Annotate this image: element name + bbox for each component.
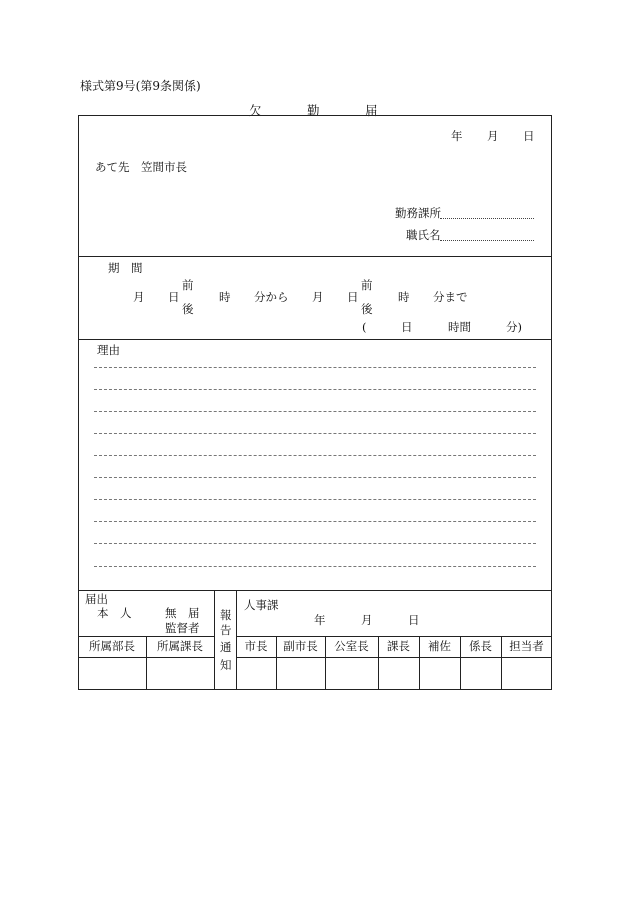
dept-label: 勤務課所: [395, 206, 441, 220]
date-year: 年: [451, 129, 463, 143]
reason-label: 理由: [97, 343, 120, 357]
seal-cell-subsection-chief[interactable]: [461, 658, 501, 689]
submitted-label: 届出: [85, 592, 108, 606]
reason-line[interactable]: [94, 499, 536, 500]
col-header-deputy-mayor: 副市長: [283, 639, 318, 653]
col-header-assistant: 補佐: [428, 639, 451, 653]
report-char-2: 告: [220, 623, 232, 637]
reason-line[interactable]: [94, 566, 536, 567]
name-label: 職氏名: [406, 228, 441, 242]
title-char-1: 欠: [249, 103, 262, 118]
reason-line[interactable]: [94, 521, 536, 522]
absent-label: 無 届: [165, 606, 200, 620]
grid-line: [78, 636, 214, 637]
reason-line[interactable]: [94, 411, 536, 412]
seal-cell-chief[interactable]: [379, 658, 419, 689]
reason-line[interactable]: [94, 367, 536, 368]
seal-cell-assistant[interactable]: [420, 658, 460, 689]
form-number: 様式第9号(第9条関係): [80, 79, 201, 93]
col-header-subsection-chief: 係長: [469, 639, 492, 653]
divider-period: [78, 256, 552, 257]
addressee: あて先 笠間市長: [95, 160, 187, 174]
period-day-2: 日: [347, 290, 359, 304]
reason-line[interactable]: [94, 543, 536, 544]
reason-line[interactable]: [94, 389, 536, 390]
period-am-1: 前: [182, 278, 194, 292]
personnel-month: 月: [361, 613, 373, 627]
period-pm-1: 後: [182, 302, 194, 316]
col-header-dept-director: 所属部長: [89, 639, 135, 653]
grid-line: [236, 636, 552, 637]
period-month-1: 月: [133, 290, 145, 304]
col-header-office-director: 公室長: [334, 639, 369, 653]
reason-line[interactable]: [94, 455, 536, 456]
seal-cell-office-director[interactable]: [326, 658, 378, 689]
name-field[interactable]: [440, 240, 534, 241]
personnel-label: 人事課: [244, 598, 279, 612]
report-char-1: 報: [220, 608, 232, 622]
report-char-3: 通: [220, 640, 232, 654]
period-days: 日: [401, 320, 413, 334]
period-am-2: 前: [361, 278, 373, 292]
grid-line: [214, 590, 215, 690]
period-hour-2: 時: [398, 290, 410, 304]
divider-approval: [78, 590, 552, 591]
period-pm-2: 後: [361, 302, 373, 316]
col-header-chief: 課長: [387, 639, 410, 653]
col-header-staff: 担当者: [509, 639, 544, 653]
date-day: 日: [523, 129, 535, 143]
seal-cell-mayor[interactable]: [237, 658, 276, 689]
period-minute-until: 分まで: [433, 290, 468, 304]
title-char-3: 届: [365, 103, 378, 118]
date-month: 月: [487, 129, 499, 143]
period-month-2: 月: [312, 290, 324, 304]
seal-cell-dept-director[interactable]: [79, 658, 146, 689]
period-label: 期 間: [108, 261, 143, 275]
col-header-mayor: 市長: [244, 639, 268, 653]
form-frame: [78, 115, 552, 690]
title-char-2: 勤: [307, 103, 320, 118]
seal-cell-staff[interactable]: [502, 658, 551, 689]
period-day-1: 日: [168, 290, 180, 304]
reason-line[interactable]: [94, 477, 536, 478]
reason-line[interactable]: [94, 433, 536, 434]
personnel-year: 年: [314, 613, 326, 627]
col-header-section-chief: 所属課長: [157, 639, 203, 653]
divider-reason: [78, 339, 552, 340]
period-hour-1: 時: [219, 290, 231, 304]
period-minute-from: 分から: [254, 290, 289, 304]
period-open-paren: (: [362, 320, 367, 334]
dept-field[interactable]: [440, 218, 534, 219]
report-char-4: 知: [220, 658, 232, 672]
period-minutes: 分): [506, 320, 522, 334]
supervisor-label: 監督者: [165, 621, 200, 635]
personnel-day: 日: [408, 613, 420, 627]
period-hours: 時間: [448, 320, 471, 334]
seal-cell-deputy-mayor[interactable]: [277, 658, 325, 689]
seal-cell-section-chief[interactable]: [147, 658, 214, 689]
self-label: 本 人: [97, 606, 132, 620]
